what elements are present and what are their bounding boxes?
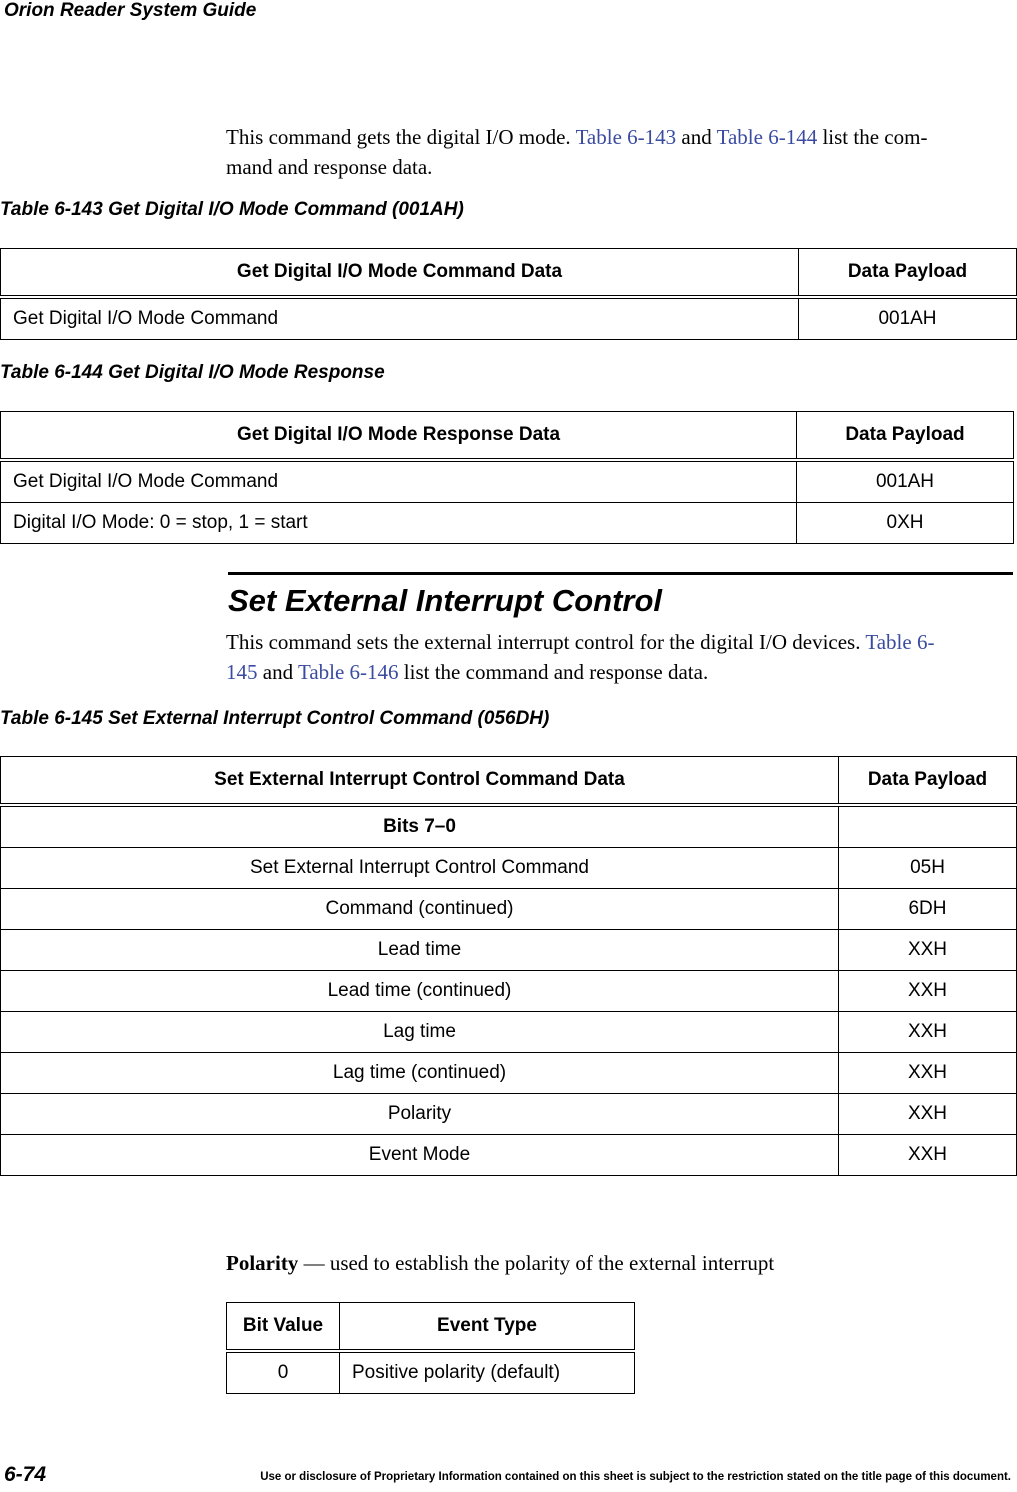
section-rule bbox=[228, 572, 1013, 575]
cell-payload: 001AH bbox=[797, 460, 1014, 503]
table-145-caption: Table 6-145 Set External Interrupt Control Command (056DH) bbox=[0, 708, 550, 729]
table-row bbox=[1, 460, 1014, 503]
cell-payload: XXH bbox=[839, 971, 1017, 1012]
table-143-header-data: Get Digital I/O Mode Command Data bbox=[1, 249, 799, 298]
table-143-caption: Table 6-143 Get Digital I/O Mode Command (001AH) bbox=[0, 199, 464, 220]
bits-subheader: Bits 7–0 bbox=[1, 805, 839, 848]
polarity-table bbox=[226, 1302, 635, 1394]
table-row bbox=[1, 971, 1017, 1012]
cell-payload: 0XH bbox=[797, 503, 1014, 544]
cell-payload: 001AH bbox=[799, 297, 1017, 340]
cell-label: Lead time bbox=[1, 930, 839, 971]
cell-payload: XXH bbox=[839, 1012, 1017, 1053]
section-text: This command sets the external interrupt control for the digital I/O devices. bbox=[226, 630, 866, 654]
table-145-header-data: Set External Interrupt Control Command Data bbox=[1, 757, 839, 806]
table-144-header-payload: Data Payload bbox=[797, 412, 1014, 461]
cell-payload: XXH bbox=[839, 1135, 1017, 1176]
table-144-caption: Table 6-144 Get Digital I/O Mode Response bbox=[0, 362, 385, 383]
table-row bbox=[1, 848, 1017, 889]
cell-payload: XXH bbox=[839, 1053, 1017, 1094]
table-row bbox=[1, 889, 1017, 930]
table-143 bbox=[0, 248, 1017, 340]
table-row bbox=[1, 297, 1017, 340]
cell-bit-value: 0 bbox=[227, 1351, 340, 1394]
cell-label: Polarity bbox=[1, 1094, 839, 1135]
cell-label: Lag time bbox=[1, 1012, 839, 1053]
link-table-6-145-b[interactable]: 145 bbox=[226, 660, 258, 684]
table-row bbox=[1, 930, 1017, 971]
section-text-mid: and bbox=[257, 660, 298, 684]
cell-label: Get Digital I/O Mode Command bbox=[1, 297, 799, 340]
table-row bbox=[1, 1094, 1017, 1135]
table-145 bbox=[0, 756, 1017, 1176]
table-row bbox=[1, 503, 1014, 544]
empty-cell bbox=[839, 805, 1017, 848]
table-row bbox=[227, 1351, 635, 1394]
link-table-6-144[interactable]: Table 6-144 bbox=[716, 125, 818, 149]
table-row bbox=[1, 1012, 1017, 1053]
cell-label: Command (continued) bbox=[1, 889, 839, 930]
table-145-header-payload: Data Payload bbox=[839, 757, 1017, 806]
cell-label: Lead time (continued) bbox=[1, 971, 839, 1012]
section-paragraph bbox=[226, 627, 1011, 687]
table-144 bbox=[0, 411, 1014, 544]
cell-label: Digital I/O Mode: 0 = stop, 1 = start bbox=[1, 503, 797, 544]
polarity-desc: — used to establish the polarity of the external interrupt bbox=[298, 1251, 775, 1275]
cell-payload: XXH bbox=[839, 930, 1017, 971]
polarity-header-bit: Bit Value bbox=[227, 1303, 340, 1352]
footer-note: Use or disclosure of Proprietary Information contained on this sheet is subject to the restriction stated on the title page of this document. bbox=[260, 1471, 1011, 1483]
intro-text-end: list the com- bbox=[817, 125, 928, 149]
table-143-header-payload: Data Payload bbox=[799, 249, 1017, 298]
section-text-end: list the command and response data. bbox=[398, 660, 709, 684]
link-table-6-143[interactable]: Table 6-143 bbox=[575, 125, 677, 149]
table-row bbox=[1, 1053, 1017, 1094]
section-title: Set External Interrupt Control bbox=[228, 583, 663, 618]
cell-label: Lag time (continued) bbox=[1, 1053, 839, 1094]
cell-payload: 05H bbox=[839, 848, 1017, 889]
intro-paragraph bbox=[226, 122, 1006, 182]
cell-payload: XXH bbox=[839, 1094, 1017, 1135]
cell-label: Event Mode bbox=[1, 1135, 839, 1176]
table-row bbox=[1, 1135, 1017, 1176]
polarity-term: Polarity bbox=[226, 1251, 299, 1275]
intro-text-line2: mand and response data. bbox=[226, 155, 433, 179]
cell-label: Set External Interrupt Control Command bbox=[1, 848, 839, 889]
table-144-header-data: Get Digital I/O Mode Response Data bbox=[1, 412, 797, 461]
table-subheader-row bbox=[1, 805, 1017, 848]
intro-text: This command gets the digital I/O mode. bbox=[226, 125, 576, 149]
polarity-header-event: Event Type bbox=[340, 1303, 635, 1352]
intro-text-mid: and bbox=[676, 125, 717, 149]
cell-payload: 6DH bbox=[839, 889, 1017, 930]
running-header: Orion Reader System Guide bbox=[4, 0, 257, 21]
link-table-6-145-a[interactable]: Table 6- bbox=[865, 630, 935, 654]
cell-event-type: Positive polarity (default) bbox=[340, 1351, 635, 1394]
link-table-6-146[interactable]: Table 6-146 bbox=[297, 660, 399, 684]
cell-label: Get Digital I/O Mode Command bbox=[1, 460, 797, 503]
page-number: 6-74 bbox=[4, 1463, 47, 1486]
polarity-paragraph bbox=[226, 1248, 774, 1278]
